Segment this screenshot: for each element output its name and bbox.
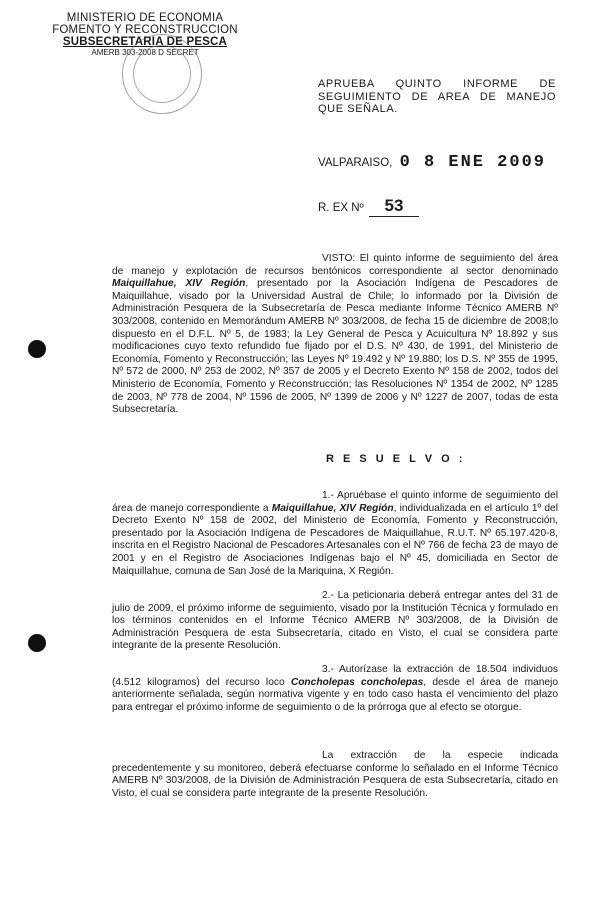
item-3-lead: 3.- Autorízase la extracción de 18.504 individuos [322, 664, 558, 675]
item-3-text-1: (4.512 kilogramos) del recurso loco [112, 676, 285, 688]
resolution-number: 53 [369, 196, 419, 217]
date-line [318, 153, 546, 172]
item-4-lead: La extracción de la especie indicada [322, 750, 558, 761]
item-2-text-1: de julio de 2009, el próximo informe de seguimiento, visado por la Institución Técnica y formulado en los términos contenidos en el Informe Técnico AMERB Nº 303/2008, de la División de Administración Pesquera de esta Subsecretaría, citado en Visto, el cual se considera parte integrante de la presente Resolución. [112, 590, 558, 652]
visto-text-1: El quinto informe de seguimiento del área de manejo y explotación de recursos bentónicos correspondiente al sector denominado [112, 253, 558, 277]
date-stamp: 0 8 ENE 2009 [399, 153, 546, 172]
item-3-species: Concholepas concholepas [290, 676, 424, 688]
item-2-lead: 2.- La peticionaria deberá entregar antes del 31 [322, 590, 543, 601]
resolution-item-1 [112, 490, 558, 578]
visto-lead: VISTO: [322, 253, 356, 264]
punch-hole-top [28, 340, 46, 358]
resolution-item-3 [112, 664, 558, 714]
subsecretaria-label: SUBSECRETARIA DE PESCA [62, 36, 228, 48]
resolution-item-2 [112, 590, 558, 653]
ministry-line-1: MINISTERIO DE ECONOMIA [66, 12, 224, 24]
reference-code: AMERB 303-2008 D SECRET [91, 48, 199, 57]
item-3-text-2: , desde el área de manejo anteriormente señalada, según normativa vigente y en todo caso hasta el vencimiento del plazo para entregar el próximo informe de seguimiento o de la prórroga que al efecto se otorgue. [112, 676, 558, 713]
item-1-text-2: , individualizada en el artículo 1º del Decreto Exento Nº 158 de 2002, del Ministerio de Economía, Fomento y Reconstrucción, presentado por la Asociación Indígena de Pescadores de Maiquillahue, R.U.T. Nº 65.197.420-8, inscrita en el Registro Nacional de Pescadores Artesanales con el Nº 766 de fecha 23 de mayo de 2001 y en el Registro de Asociaciones Indígenas bajo el Nº 45, domiciliada en Sector de Maiquillahue, comuna de San José de la Mariquina, X Región. [112, 502, 558, 577]
item-1-sector: Maiquillahue, XIV Región [271, 502, 394, 514]
place-label: VALPARAISO, [318, 157, 393, 169]
item-1-lead: 1.- Apruébase el quinto informe de seguimiento [322, 490, 541, 501]
resolution-title: APRUEBA QUINTO INFORME DE SEGUIMIENTO DE AREA DE MANEJO QUE SEÑALA. [318, 78, 556, 115]
ministry-line-2: FOMENTO Y RECONSTRUCCION [52, 24, 238, 36]
item-4-text-1: precedentemente y su monitoreo, deberá efectuarse conforme lo señalado en el Informe Técnico AMERB Nº 303/2008, de la División de Administración Pesquera de esta Subsecretaría, citado en Visto, el cual se considera parte integrante de la presente Resolución. [112, 762, 558, 799]
punch-hole-bottom [28, 634, 46, 652]
resolution-number-line [318, 196, 419, 217]
official-stamp [122, 34, 202, 114]
visto-sector: Maiquillahue, XIV Región [112, 278, 246, 290]
item-1-text-1: del área de manejo correspondiente a [112, 490, 558, 514]
resolution-item-4 [112, 750, 558, 800]
visto-text-2: , presentado por la Asociación Indígena de Pescadores de Maiquillahue, visado por la Universidad Austral de Chile; lo informado por la División de Administración Pesquera de la Subsecretaría de Pesca mediante Informe Técnico AMERB Nº 303/2008, contenido en Memorándum AMERB Nº 303/2008, de fecha 15 de diciembre de 2008;lo dispuesto en el D.F.L. Nº 5, de 1983; la Ley General de Pesca y Acuicultura Nº 18.892 y sus modificaciones cuyo texto refundido fue fijado por el D.S. Nº 430, de 1991, del Ministerio de Economía, Fomento y Reconstrucción; las Leyes Nº 19.492 y Nº 19.880; los D.S. Nº 355 de 1995, Nº 572 de 2000, Nº 253 de 2002, Nº 357 de 2005 y el Decreto Exento Nº 158 de 2002, todos del Ministerio de Economía, Fomento y Reconstrucción; las Resoluciones Nº 1354 de 2002, Nº 1285 de 2003, Nº 778 de 2004, Nº 1596 de 2005, Nº 1399 de 2006 y Nº 1227 de 2007, todas de esta Subsecretaría. [112, 278, 558, 416]
resuelvo-heading: R E S U E L V O : [326, 453, 466, 465]
visto-paragraph [112, 253, 558, 417]
resolution-label: R. EX Nº [318, 202, 364, 214]
